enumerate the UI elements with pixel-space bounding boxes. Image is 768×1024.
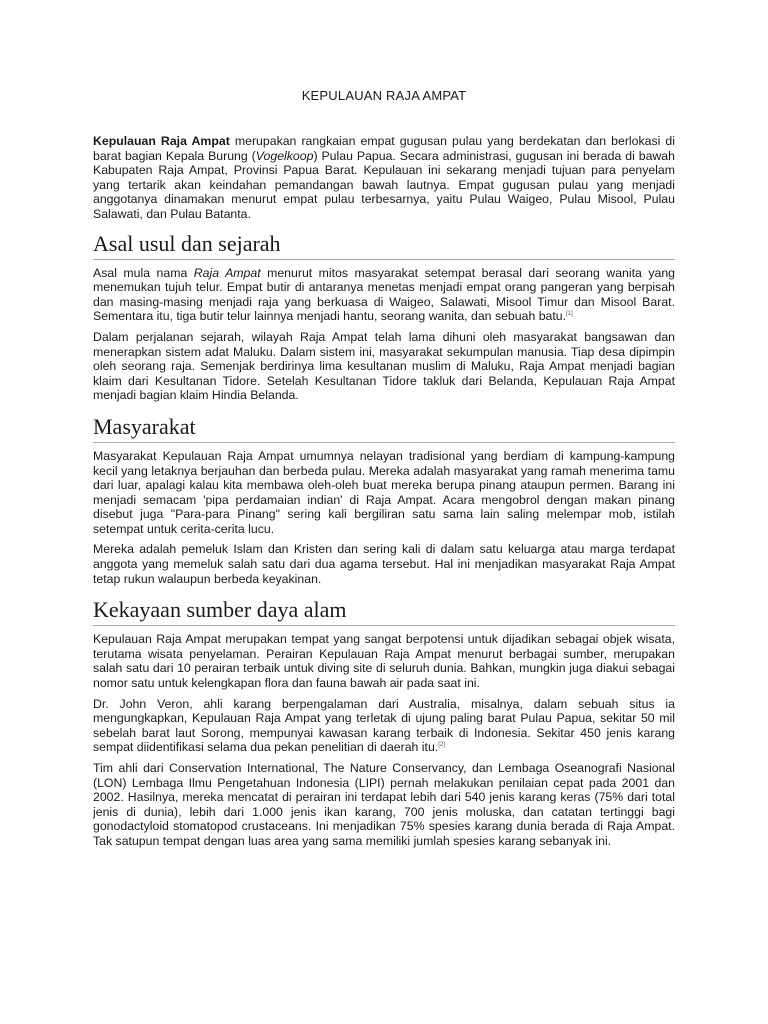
intro-text-part-2: ) Pulau Papua. Secara administrasi, gugusan ini berada di bawah Kabupaten Raja Ampat, Provinsi Papua Barat. Kepulauan ini sekarang menjadi tujuan para penyelam yang tertarik akan keindahan pemandangan bawah lautnya. Empat gugusan pulau yang menjadi anggotanya dinamakan menurut empat pulau terbesarnya, yaitu Pulau Waigeo, Pulau Misool, Pulau Salawati, dan Pulau Batanta. <box>93 148 675 221</box>
kekayaan-paragraph-2 <box>93 697 675 755</box>
asal-paragraph-2: Dalam perjalanan sejarah, wilayah Raja Ampat telah lama dihuni oleh masyarakat bangsawan dan menerapkan sistem adat Maluku. Dalam sistem ini, masyarakat sekumpulan manusia. Tiap desa dipimpin oleh seorang raja. Semenjak berdirinya lima kesultanan muslim di Maluku, Raja Ampat menjadi bagian klaim dari Kesultanan Tidore. Setelah Kesultanan Tidore takluk dari Belanda, Kepulauan Raja Ampat menjadi bagian klaim Hindia Belanda. <box>93 329 675 403</box>
asal-p1-text-a: Asal mula nama <box>93 265 194 280</box>
asal-p1-italic: Raja Ampat <box>193 265 261 280</box>
asal-p1-text-b: menurut mitos masyarakat setempat berasal dari seorang wanita yang menemukan tujuh telur. Empat butir di antaranya menetas menjadi empat orang pangeran yang berpisah dan masing-masing menjadi raja yang berkuasa di Waigeo, Salawati, Misool Timur dan Misool Barat. Sementara itu, tiga butir telur lainnya menjadi hantu, seorang wanita, dan sebuah batu. <box>93 265 675 324</box>
intro-bold-lead: Kepulauan Raja Ampat <box>93 134 230 148</box>
kekayaan-paragraph-3: Tim ahli dari Conservation International, The Nature Conservancy, dan Lembaga Oseanografi Nasional (LON) Lembaga Ilmu Pengetahuan Indonesia (LIPI) pernah melakukan penilaian cepat pada 2001 dan 2002. Hasilnya, mereka mencatat di perairan ini terdapat lebih dari 540 jenis karang keras (75% dari total jenis di dunia), lebih dari 1.000 jenis ikan karang, 700 jenis moluska, dan catatan tertinggi bagi gonodactyloid stomatopod crustaceans. Ini menjadikan 75% spesies karang dunia berada di Raja Ampat. Tak satupun tempat dengan luas area yang sama memiliki jumlah spesies karang sebanyak ini. <box>93 761 675 848</box>
section-asal-usul <box>93 231 675 403</box>
section-heading-kekayaan: Kekayaan sumber daya alam <box>93 597 675 626</box>
intro-paragraph <box>93 134 675 222</box>
asal-paragraph-1 <box>93 266 675 324</box>
section-kekayaan <box>93 597 675 848</box>
kekayaan-p2-text: Dr. John Veron, ahli karang berpengalaman dari Australia, misalnya, dalam sebuah situs ia mengungkapkan, Kepulauan Raja Ampat yang terletak di ujung paling barat Pulau Papua, sekitar 50 mil sebelah barat laut Sorong, mempunyai kawasan karang terbaik di Indonesia. Sekitar 450 jenis karang sempat diidentifikasi selama dua pekan penelitian di daerah itu. <box>93 696 675 755</box>
masyarakat-paragraph-2: Mereka adalah pemeluk Islam dan Kristen dan sering kali di dalam satu keluarga atau marga terdapat anggota yang memeluk salah satu dari dua agama tersebut. Hal ini menjadikan masyarakat Raja Ampat tetap rukun walaupun berbeda keyakinan. <box>93 542 675 586</box>
intro-italic-term: Vogelkoop <box>255 148 314 163</box>
section-heading-masyarakat: Masyarakat <box>93 414 675 443</box>
reference-link-2[interactable]: [2] <box>438 742 445 749</box>
intro-text-part-1: merupakan rangkaian empat gugusan pulau yang berdekatan dan berlokasi di barat bagian Kepala Burung ( <box>93 134 675 163</box>
masyarakat-paragraph-1: Masyarakat Kepulauan Raja Ampat umumnya nelayan tradisional yang berdiam di kampung-kampung kecil yang letaknya berjauhan dan berbeda pulau. Mereka adalah masyarakat yang ramah menerima tamu dari luar, apalagi kalau kita membawa oleh-oleh buat mereka berupa pinang ataupun permen. Barang ini menjadi semacam 'pipa perdamaian indian' di Raja Ampat. Acara mengobrol dengan makan pinang disebut juga "Para-para Pinang" sering kali bergiliran satu sama lain saling melempar mob, istilah setempat untuk cerita-cerita lucu. <box>93 448 675 536</box>
reference-link-1[interactable]: [1] <box>566 311 573 318</box>
kekayaan-paragraph-1: Kepulauan Raja Ampat merupakan tempat yang sangat berpotensi untuk dijadikan sebagai objek wisata, terutama wisata penyelaman. Perairan Kepulauan Raja Ampat menurut berbagai sumber, merupakan salah satu dari 10 perairan terbaik untuk diving site di seluruh dunia. Bahkan, mungkin juga diakui sebagai nomor satu untuk kelengkapan flora dan fauna bawah air pada saat ini. <box>93 632 675 691</box>
section-masyarakat <box>93 414 675 586</box>
document-body <box>93 88 675 860</box>
document-title: KEPULAUAN RAJA AMPAT <box>301 88 467 103</box>
section-heading-asal-usul: Asal usul dan sejarah <box>93 231 675 260</box>
